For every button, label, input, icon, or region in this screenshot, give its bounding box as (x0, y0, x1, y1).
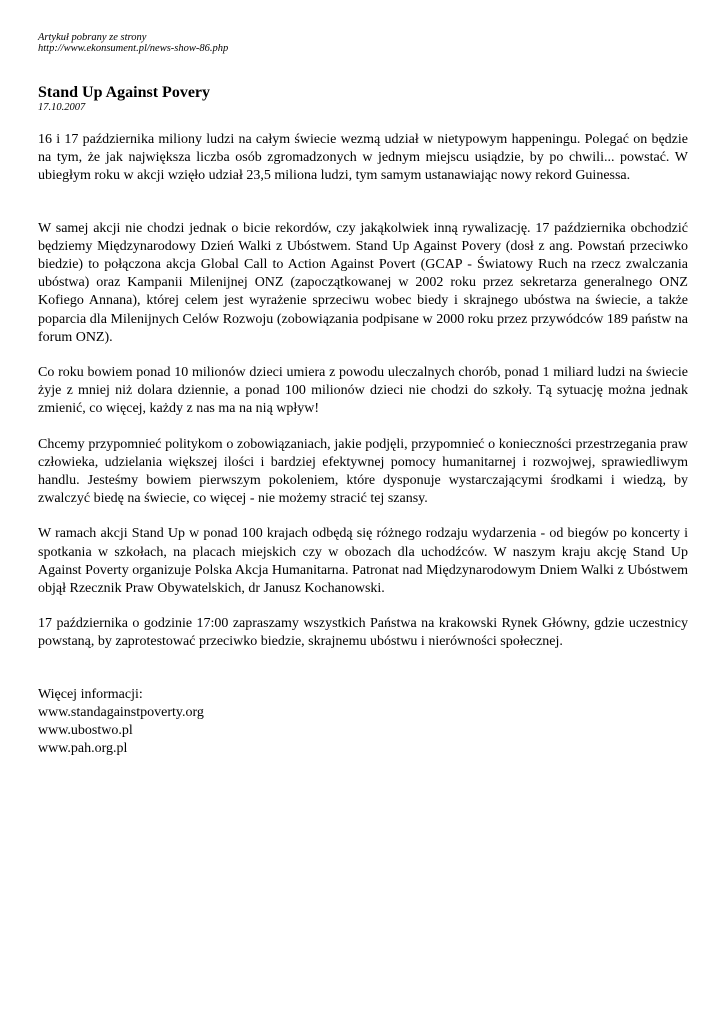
paragraph-background: W samej akcji nie chodzi jednak o bicie rekordów, czy jakąkolwiek inną rywalizację. 17 października obchodzić będziemy Międzynarodowy Dzień Walki z Ubóstwem. Stand Up Against Povery (dosł z ang. Powstań przeciwko biedzie) to połączona akcja Global Call to Action Against Povert (GCAP - Światowy Ruch na rzecz zwalczania ubóstwa) oraz Kampanii Milenijnej ONZ (zapoczątkowanej w 2002 roku przez sekretarza generalnego ONZ Kofiego Annana), której celem jest wyrażenie sprzeciwu wobec biedy i skrajnego ubóstwa na świecie, a także poparcia dla Milenijnych Celów Rozwoju (zobowiązania podpisane w 2000 roku przez przywódców 189 państw na forum ONZ). (38, 220, 688, 345)
more-info-heading: Więcej informacji: (38, 686, 143, 702)
paragraph-statistics: Co roku bowiem ponad 10 milionów dzieci umiera z powodu uleczalnych chorób, ponad 1 miliard ludzi na świecie żyje z mniej niż dolara dziennie, a ponad 100 milionów dzieci nie chodzi do szkoły. Tą sytuację można jednak zmienić, co więcej, każdy z nas ma na nią wpływ! (38, 365, 688, 417)
paragraph-events: W ramach akcji Stand Up w ponad 100 krajach odbędą się różnego rodzaju wydarzenia - od biegów po koncerty i spotkania w szkołach, na placach miejskich czy w obozach dla uchodźców. W naszym kraju akcję Stand Up Against Poverty organizuje Polska Akcja Humanitarna. Patronat nad Międzynarodowym Dniem Walki z Ubóstwem objął Rzecznik Praw Obywatelskich, dr Janusz Kochanowski. (38, 526, 688, 597)
document-page (38, 32, 688, 758)
more-info-section (38, 686, 688, 759)
source-url: http://www.ekonsument.pl/news-show-86.php (38, 43, 229, 54)
link-standagainstpoverty[interactable]: www.standagainstpoverty.org (38, 704, 204, 720)
paragraph-invitation: 17 października o godzinie 17:00 zapraszamy wszystkich Państwa na krakowski Rynek Główny, gdzie uczestnicy powstaną, by zaprotestować przeciwko biedzie, skrajnemu ubóstwu i nierówności społecznej. (38, 616, 688, 650)
source-note (38, 32, 688, 54)
paragraph-appeal: Chcemy przypomnieć politykom o zobowiązaniach, jakie podjęli, przypomnieć o konieczności przestrzegania praw człowieka, udzielania większej ilości i bardziej efektywnej pomocy humanitarnej i rozwojwej, sprawiedliwym handlu. Jesteśmy bowiem pierwszym pokoleniem, które dysponuje wystarczającymi środkami i wiedzą, by zwalczyć biedę na świecie, co więcej - nie możemy stracić tej szansy. (38, 436, 688, 507)
article-date: 17.10.2007 (38, 102, 86, 113)
link-pah[interactable]: www.pah.org.pl (38, 741, 128, 757)
article-title: Stand Up Against Povery (38, 84, 211, 101)
link-ubostwo[interactable]: www.ubostwo.pl (38, 723, 133, 739)
paragraph-intro: 16 i 17 października miliony ludzi na całym świecie wezmą udział w nietypowym happeningu. Polegać on będzie na tym, że jak największa liczba osób zgromadzonych w jednym miejscu usiądzie, by po chwili... powstać. W ubiegłym roku w akcji wzięło udział 23,5 miliona ludzi, tym samym ustanawiając nowy rekord Guinessa. (38, 132, 688, 184)
source-label: Artykuł pobrany ze strony (38, 32, 147, 43)
